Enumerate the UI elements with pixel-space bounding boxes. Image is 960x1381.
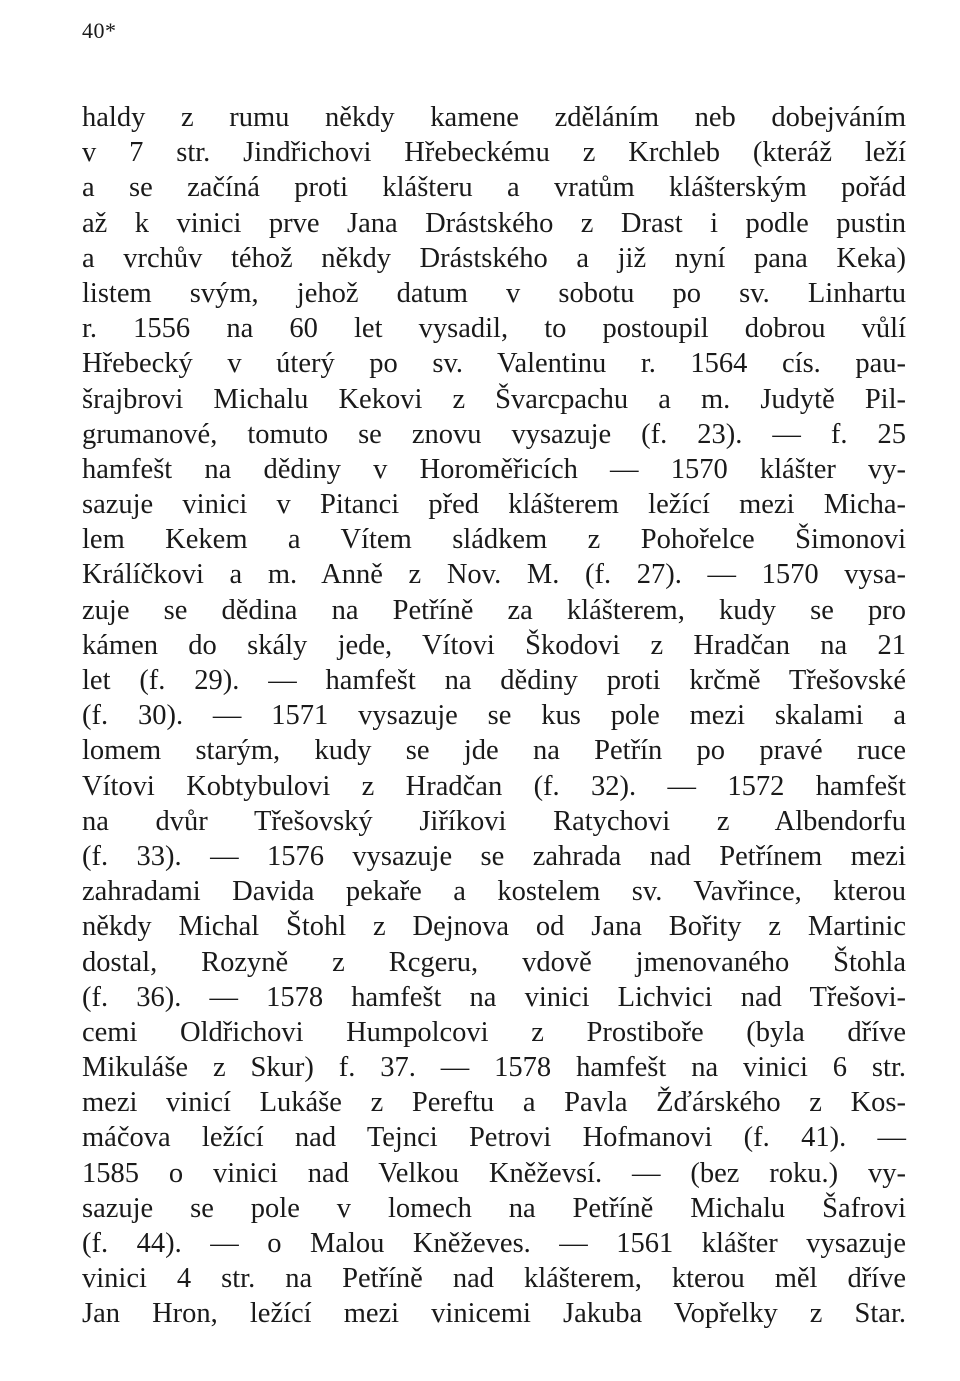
text-line: (f. 36). — 1578 hamfešt na vinici Lichvici nad Třešovi-	[82, 981, 906, 1013]
page-number: 40*	[82, 18, 117, 43]
text-line: máčova ležící nad Tejnci Petrovi Hofmanovi (f. 41). —	[82, 1122, 906, 1154]
text-line: grumanové, tomuto se znovu vysazuje (f. 23). — f. 25	[82, 418, 906, 450]
text-line: (f. 33). — 1576 vysazuje se zahrada nad Petřínem mezi	[82, 840, 906, 872]
text-line: Vítovi Kobtybulovi z Hradčan (f. 32). — 1572 hamfešt	[82, 770, 906, 802]
text-line: zuje se dědina na Petříně za klášterem, kudy se pro	[82, 594, 906, 626]
text-line: 1585 o vinici nad Velkou Kněževsí. — (bez roku.) vy-	[82, 1157, 906, 1189]
text-line: cemi Oldřichovi Humpolcovi z Prostiboře (byla dříve	[82, 1016, 906, 1048]
text-line: kámen do skály jede, Vítovi Škodovi z Hradčan na 21	[82, 629, 906, 661]
text-line: v 7 str. Jindřichovi Hřebeckému z Krchleb (kteráž leží	[82, 137, 906, 169]
text-line: na dvůr Třešovský Jiříkovi Ratychovi z Albendorfu	[82, 805, 906, 837]
text-line: haldy z rumu někdy kamene zděláním neb dobejváním	[82, 102, 906, 133]
text-line: let (f. 29). — hamfešt na dědiny proti krčmě Třešovské	[82, 665, 906, 696]
text-line: sazuje vinici v Pitanci před klášterem ležící mezi Micha-	[82, 489, 906, 521]
text-line: (f. 30). — 1571 vysazuje se kus pole mezi skalami a	[82, 700, 906, 732]
text-line: Králíčkovi a m. Anně z Nov. M. (f. 27). — 1570 vysa-	[82, 559, 906, 591]
text-line: vinici 4 str. na Petříně nad klášterem, kterou měl dříve	[82, 1263, 906, 1295]
text-line: r. 1556 na 60 let vysadil, to postoupil dobrou vůlí	[82, 313, 906, 345]
text-line: dostal, Rozyně z Rcgeru, vdově jmenovaného Štohla	[82, 946, 906, 978]
text-line: zahradami Davida pekaře a kostelem sv. Vavřince, kterou	[82, 876, 906, 908]
text-line: hamfešt na dědiny v Horoměřicích — 1570 klášter vy-	[82, 453, 906, 485]
text-line: lomem starým, kudy se jde na Petřín po pravé ruce	[82, 735, 906, 767]
text-line: až k vinici prve Jana Drástského z Drast i podle pustin	[82, 207, 906, 239]
text-line: někdy Michal Štohl z Dejnova od Jana Bořity z Martinic	[82, 911, 906, 943]
text-line: a vrchův téhož někdy Drástského a již nyní pana Keka)	[82, 242, 906, 274]
body-text	[82, 100, 906, 1332]
text-line: lem Kekem a Vítem sládkem z Pohořelce Šimonovi	[82, 524, 906, 556]
text-line: a se začíná proti klášteru a vratům klášterským pořád	[82, 172, 906, 204]
text-line: Jan Hron, ležící mezi vinicemi Jakuba Vopřelky z Star.	[82, 1298, 906, 1330]
text-line: Hřebecký v úterý po sv. Valentinu r. 1564 cís. pau-	[82, 348, 906, 380]
text-line: listem svým, jehož datum v sobotu po sv. Linhartu	[82, 277, 906, 309]
text-line: (f. 44). — o Malou Kněževes. — 1561 klášter vysazuje	[82, 1228, 906, 1259]
text-line: Mikuláše z Skur) f. 37. — 1578 hamfešt na vinici 6 str.	[82, 1052, 906, 1084]
text-line: mezi vinicí Lukáše z Pereftu a Pavla Žďárského z Kos-	[82, 1087, 906, 1119]
text-line: šrajbrovi Michalu Kekovi z Švarcpachu a m. Judytě Pil-	[82, 383, 906, 415]
text-line: sazuje se pole v lomech na Petříně Michalu Šafrovi	[82, 1192, 906, 1224]
